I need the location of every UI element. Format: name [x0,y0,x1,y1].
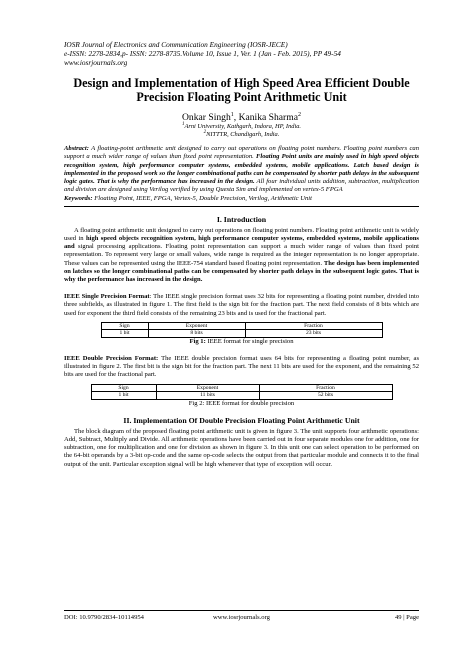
keywords [64,195,419,203]
abstract-label: Abstract: [64,145,89,152]
author-1: Onkar Singh [182,112,231,123]
keywords-text: Floating Point, IEEE, FPGA, Vertex-5, Double Precision, Verilog, Arithmetic Unit [92,194,312,202]
author-separator: , [233,112,239,123]
journal-issn: e-ISSN: 2278-2834,p- ISSN: 2278-8735.Volume 10, Issue 1, Ver. 1 (Jan - Feb. 2015), PP 49-54 [64,49,341,58]
single-precision-table [101,322,383,338]
table-cell: Fraction [245,322,382,330]
figure-1-caption [64,338,419,346]
table-row [91,384,392,392]
affiliation-2-sup: 2 [203,129,207,135]
table-cell: 52 bits [259,392,392,400]
intro-text-2: signal processing applications. Floating point representation can support a much wider range of values than fixed point representation. To represent very large or small values, wide range is required as the integer representation is no longer appropriate. These values can be represented using the IEEE-754 standard based floating point representation. [64,243,419,267]
figure-1-label: Fig 1: [189,338,206,345]
affiliation-2-text: NITTTR, Chandigarh, India. [206,131,280,138]
abstract-part-1: A floating-point arithmetic unit designed to carry out operations on floating point numbers. Floating point numbers can support a much wider range of values than fixed point representation. [64,145,419,161]
table-row [91,392,392,400]
table-row [101,322,382,330]
journal-site[interactable]: www.iosrjournals.org [64,58,128,67]
keywords-label: Keywords: [64,194,93,202]
section-2-paragraph [64,428,419,469]
table-cell: Exponent [156,384,259,392]
figure-2-caption: Fig 2: IEEE format for double precision [188,399,295,407]
table-cell: 11 bits [156,392,259,400]
section-1-heading: I. Introduction [216,214,267,224]
abstract-part-2: Floating Point units are mainly used in high speed objects recognition system, high performance computer systems, embedded systems, mobile applications. Latch based design is implemented in the proposed work so the longer combinational paths can be compensated by shorter path delays in the subsequent logic gates. That is why the performance has increased in the design. [64,153,420,186]
footer-site[interactable]: www.iosrjournals.org [213,614,270,621]
double-precision-text: The IEEE double precision format uses 64 bits for representing a floating point number, as illustrated in figure 2. The first bit is the sign bit for the fraction part. The next 11 bits are used for the exponent, and the remaining 52 bits are used for the fractional part. [64,355,420,379]
footer-page-number: 49 | Page [394,614,419,621]
paper-title [64,76,419,104]
section-2-heading: II. Implementation Of Double Precision Floating Point Arithmetic Unit [123,415,360,425]
affiliation-1-sup: 1 [181,121,185,127]
abstract [64,145,419,195]
table-row [101,330,382,338]
journal-header [64,40,419,67]
table-cell: Sign [101,322,148,330]
table-cell: Fraction [259,384,392,392]
section-1-paragraph [64,227,419,284]
section-2-text: The block diagram of the proposed floating point arithmetic unit is given in figure 3. The unit supports four arithmetic operations: Add, Subtract, Multiply and Divide. All arithmetic operations have been carried out in four separate modules one for addition, one for subtraction, one for multiplication and one for division as shown in figure 3. In this unit one can select operation to be performed on the 64-bit operands by a 3-bit op-code and the same op-code selects the output from that particular module and connects it to the final output of the unit. Particular exception signal will be high whenever that type of exception will occur. [64,427,419,468]
title-line-2: Precision Floating Point Arithmetic Unit [136,90,347,104]
table-cell: 1 bit [91,392,156,400]
figure-1-text: IEEE format for single precision [205,338,294,345]
abstract-divider [64,206,419,207]
table-cell: Exponent [148,322,245,330]
table-cell: 1 bit [101,330,148,338]
affiliation-1 [64,123,419,131]
table-cell: 8 bits [148,330,245,338]
single-precision-text: : The IEEE single precision format uses 32 bits for representing a floating point number, divided into three subfields, as illustrated in figure 1. The first field is the sign bit for the fraction part. The next field consists of 8 bits which are used for exponent the third field consists of the remaining 23 bits and is used for the fractional part. [64,293,420,317]
title-line-1: Design and Implementation of High Speed Area Efficient Double [73,76,410,90]
author-1-sup: 1 [230,111,234,118]
journal-name: IOSR Journal of Electronics and Communication Engineering (IOSR-JECE) [64,40,288,49]
double-precision-table [91,384,393,400]
intro-bold-1: high speed objects recognition system, high performance computer systems, embedded systems, mobile applications and [64,234,419,251]
author-2: Kanika Sharma [238,112,298,123]
table-cell: 23 bits [245,330,382,338]
page-footer [64,610,419,621]
single-precision-paragraph [64,293,419,318]
double-precision-paragraph [64,355,419,380]
authors [64,112,419,123]
footer-doi[interactable]: DOI: 10.9790/2834-10114954 [64,614,144,621]
intro-text-1: A floating point arithmetic unit designed to carry out operations on floating point numbers. Floating point arithmetic unit is widely used in [64,226,419,242]
double-precision-label: IEEE Double Precision Format: [64,355,159,362]
affiliation-2 [64,131,419,139]
table-cell: Sign [91,384,156,392]
abstract-part-3: All four individual units addition, subtraction, multiplication and division are designed using Verilog verified by using Questa Sim and implemented on vertex-5 FPGA [64,178,419,194]
author-2-sup: 2 [297,111,301,118]
affiliation-1-text: Arni University, Kathgarh, Indora, HP, India. [184,123,302,130]
single-precision-label: IEEE Single Precision Format [64,293,150,301]
intro-bold-2: The design has been implemented on latches so the longer combinational paths can be compensated by shorter path delays in the subsequent logic gates. That is why the performance has increased in the design. [64,259,419,283]
affiliations [64,123,419,139]
